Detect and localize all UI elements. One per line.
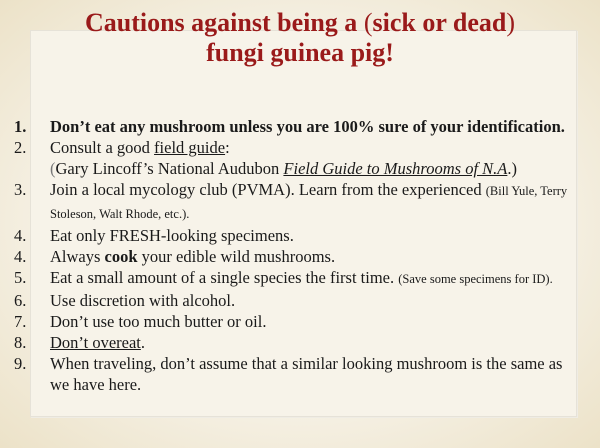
paren: ( [50,159,56,178]
item-sub-text: Gary Lincoff’s National Audubon [55,159,284,178]
list-item [14,116,574,137]
slide-title [0,8,600,68]
item-text [50,332,574,353]
item-text [50,137,574,179]
title-paren: ) [506,8,516,37]
item-text: Use discretion with alcohol. [50,291,236,310]
list-item [14,267,574,290]
list-item [14,353,574,395]
list-item [14,311,574,332]
item-text: Don’t use too much butter or oil. [50,312,267,331]
item-text [50,179,574,225]
item-text: Eat only FRESH-looking specimens. [50,226,294,245]
list-item [14,137,574,179]
title-text: Cautions against being a [84,8,364,37]
item-number: 9. [14,354,27,373]
item-small-text: (Bill Yule, Terry Stoleson, Walt Rhode, etc.). [50,184,568,221]
list-item [14,246,574,267]
item-number: 7. [14,312,27,331]
item-bold-text: cook [104,247,138,266]
item-underlined-text: Don’t overeat [50,333,141,352]
item-number: 5. [14,268,27,287]
item-text [50,267,574,290]
item-number: 4. [14,226,27,245]
item-text: Don’t eat any mushroom unless you are 100% sure of your identification. [50,117,565,136]
list-item [14,225,574,246]
item-number: 4. [14,247,27,266]
item-text-part: Join a local mycology club (PVMA). Learn from the experienced [50,180,486,199]
item-number: 6. [14,291,27,310]
item-text-part: Always [50,247,105,266]
title-line2: fungi guinea pig! [206,38,394,67]
list-item [14,290,574,311]
cautions-list [14,116,574,395]
list-item [14,179,574,225]
item-number: 8. [14,333,27,352]
item-text: When traveling, don’t assume that a similar looking mushroom is the same as we have here. [50,354,563,394]
item-text-part: Consult a good [50,138,155,157]
item-text-part: your edible wild mushrooms. [137,247,336,266]
item-text-part: Eat a small amount of a single species the first time. [50,268,399,287]
item-text-part: : [225,138,230,157]
item-text-part: . [140,333,145,352]
title-text: sick or dead [372,8,507,37]
item-number: 1. [14,117,27,136]
book-title-link[interactable]: Field Guide to Mushrooms of N.A [283,159,508,178]
item-sub-text: .) [507,159,517,178]
item-number: 2. [14,138,27,157]
list-item [14,332,574,353]
title-paren: ( [363,8,373,37]
item-number: 3. [14,180,27,199]
item-small-text: (Save some specimens for ID). [398,272,553,286]
field-guide-link[interactable]: field guide [154,138,226,157]
item-text [50,246,574,267]
